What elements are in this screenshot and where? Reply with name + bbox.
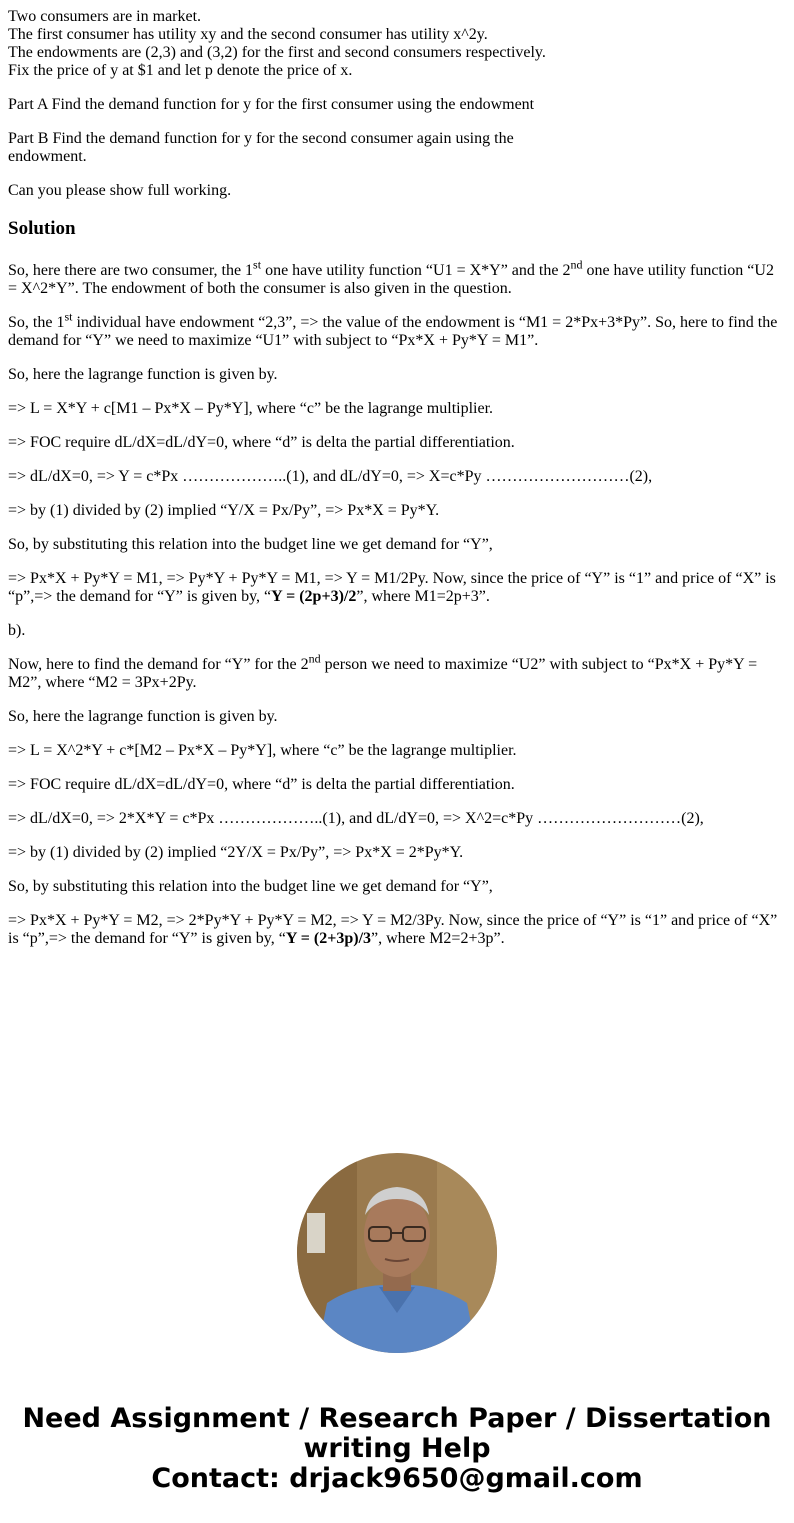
question-block	[8, 8, 786, 80]
solution-paragraph: b).	[8, 622, 26, 639]
solution-paragraph: => dL/dX=0, => 2*X*Y = c*Px ………………..(1), and dL/dY=0, => X^2=c*Py ………………………(2),	[8, 810, 704, 827]
text-span: ”, where M1=2p+3”.	[356, 588, 490, 605]
promo-line: writing Help	[303, 1433, 491, 1464]
text-span: one have utility function “U2 = X^2*Y”. The endowment of both the consumer is also given in the question.	[8, 262, 774, 297]
tutor-avatar	[297, 1153, 497, 1353]
superscript: nd	[308, 651, 321, 666]
solution-paragraph: => FOC require dL/dX=dL/dY=0, where “d” is delta the partial differentiation.	[8, 434, 515, 451]
question-part-b	[8, 130, 786, 166]
text-span: => Px*X + Py*Y = M2, => 2*Py*Y + Py*Y = M2, => Y = M2/3Py. Now, since the price of “Y” is “1” and price of “X” is “p”,=> the demand for “Y” is given by, “	[8, 912, 778, 947]
solution-paragraph	[8, 570, 786, 606]
tutor-photo	[297, 1153, 497, 1353]
superscript: st	[253, 257, 262, 272]
solution-paragraph: => dL/dX=0, => Y = c*Px ………………..(1), and dL/dY=0, => X=c*Py ………………………(2),	[8, 468, 653, 485]
question-part-a: Part A Find the demand function for y for the first consumer using the endowment	[8, 96, 535, 113]
question-part-b-line2: endowment.	[8, 148, 87, 165]
solution-paragraph: => by (1) divided by (2) implied “Y/X = Px/Py”, => Px*X = Py*Y.	[8, 502, 440, 519]
promo-footer	[0, 1404, 794, 1494]
solution-paragraph	[8, 651, 786, 692]
question-line: Two consumers are in market.	[8, 8, 202, 25]
solution-paragraph: So, by substituting this relation into the budget line we get demand for “Y”,	[8, 878, 493, 895]
question-part-b-line1: Part B Find the demand function for y for the second consumer again using the	[8, 130, 514, 147]
solution-paragraph: So, here the lagrange function is given by.	[8, 366, 278, 383]
question-line: The endowments are (2,3) and (3,2) for the first and second consumers respectively.	[8, 44, 546, 61]
superscript: nd	[570, 257, 583, 272]
solution-paragraph: => L = X*Y + c[M1 – Px*X – Py*Y], where “c” be the lagrange multiplier.	[8, 400, 494, 417]
solution-paragraph: => FOC require dL/dX=dL/dY=0, where “d” is delta the partial differentiation.	[8, 776, 515, 793]
solution-paragraph	[8, 257, 786, 298]
promo-line: Need Assignment / Research Paper / Dissertation	[22, 1403, 772, 1434]
solution-heading: Solution	[8, 218, 76, 239]
question-request: Can you please show full working.	[8, 182, 232, 199]
text-span: ”, where M2=2+3p”.	[371, 930, 505, 947]
text-span: => Px*X + Py*Y = M1, => Py*Y + Py*Y = M1, => Y = M1/2Py. Now, since the price of “Y” is “1” and price of “X” is “p”,=> the demand for “Y” is given by, “	[8, 570, 776, 605]
solution-paragraph: => by (1) divided by (2) implied “2Y/X = Px/Py”, => Px*X = 2*Py*Y.	[8, 844, 464, 861]
solution-paragraph	[8, 912, 786, 948]
solution-paragraph: So, here the lagrange function is given by.	[8, 708, 278, 725]
solution-paragraph: => L = X^2*Y + c*[M2 – Px*X – Py*Y], where “c” be the lagrange multiplier.	[8, 742, 517, 759]
text-span: person we need to maximize “U2” with subject to “Px*X + Py*Y = M2”, where “M2 = 3Px+2Py.	[8, 656, 758, 691]
superscript: st	[64, 309, 73, 324]
contact-email: Contact: drjack9650@gmail.com	[151, 1463, 643, 1494]
text-span: Now, here to find the demand for “Y” for the 2	[8, 656, 309, 673]
answer-a: Y = (2p+3)/2	[271, 588, 357, 605]
text-span: So, the 1	[8, 314, 65, 331]
text-span: one have utility function “U1 = X*Y” and the 2	[261, 262, 571, 279]
answer-b: Y = (2+3p)/3	[285, 930, 372, 947]
solution-paragraph	[8, 309, 786, 350]
question-line: The first consumer has utility xy and the second consumer has utility x^2y.	[8, 26, 488, 43]
solution-paragraph: So, by substituting this relation into the budget line we get demand for “Y”,	[8, 536, 493, 553]
text-span: individual have endowment “2,3”, => the value of the endowment is “M1 = 2*Px+3*Py”. So, here to find the demand for “Y” we need to maximize “U1” with subject to “Px*X + Py*Y = M1”.	[8, 314, 778, 349]
question-line: Fix the price of y at $1 and let p denote the price of x.	[8, 62, 353, 79]
text-span: So, here there are two consumer, the 1	[8, 262, 254, 279]
